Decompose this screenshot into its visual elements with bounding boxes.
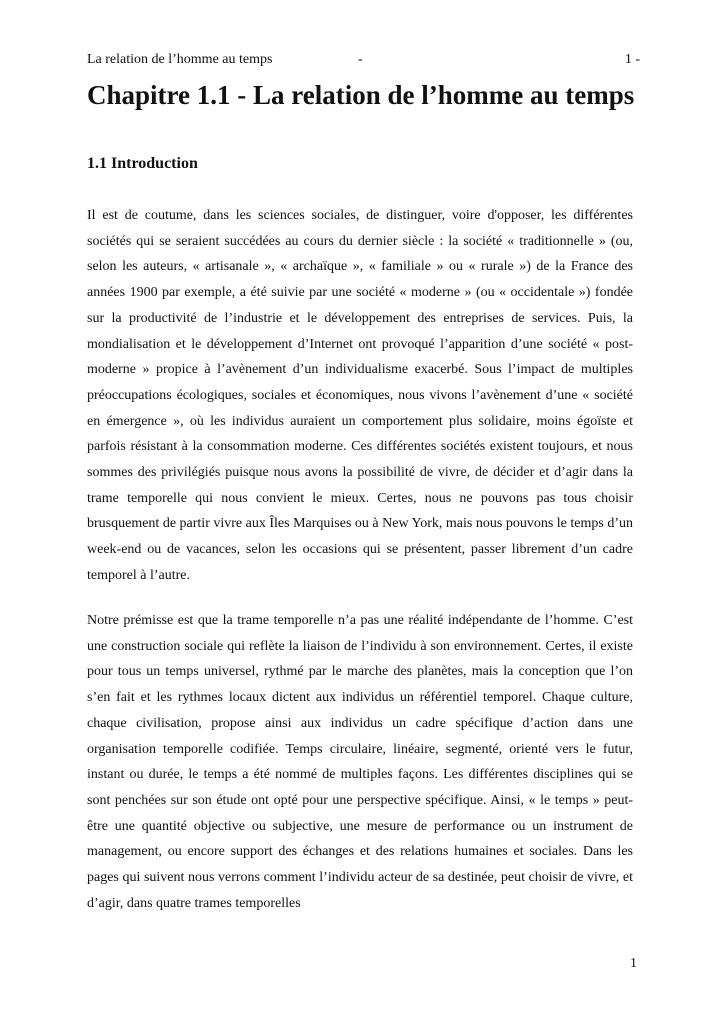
paragraph-1: Il est de coutume, dans les sciences sociales, de distinguer, voire d'opposer, les différentes sociétés qui se seraient succédées au cours du dernier siècle : la société « traditionnelle » (ou, selon les auteurs, « artisanale », « archaïque », « familiale » ou « rurale ») de la France des années 1900 par exemple, a été suivie par une société « moderne » (ou « occidentale ») fondée sur la productivité de l’industrie et le développement des entreprises de services. Puis, la mondialisation et le développement d’Internet ont provoqué l’apparition d’une société « post-moderne » propice à l’avènement d’un individualisme exacerbé. Sous l’impact de multiples préoccupations écologiques, sociales et économiques, nous vivons l’avènement d’une « société en émergence », où les individus auraient un comportement plus solidaire, moins égoïste et parfois résistant à la consommation moderne. Ces différentes sociétés existent toujours, et nous sommes des privilégiés puisque nous avons la possibilité de vivre, de décider et d’agir dans la trame temporelle qui nous convient le mieux. Certes, nous ne pouvons pas tous choisir brusquement de partir vivre aux Îles Marquises ou à New York, mais nous pouvons le temps d’un week-end ou de vacances, selon les occasions qui se présentent, passer librement d’un cadre temporel à l’autre. — [87, 208, 633, 583]
running-header-title: La relation de l’homme au temps — [87, 52, 273, 67]
section-heading: 1.1 Introduction — [87, 155, 198, 172]
page-number: 1 — [630, 956, 637, 971]
running-header — [87, 51, 640, 69]
running-header-separator: - — [358, 52, 363, 67]
chapter-title: Chapitre 1.1 - La relation de l’homme au temps — [87, 80, 635, 110]
running-header-page-marker: 1 - — [624, 52, 640, 67]
paragraph-2: Notre prémisse est que la trame temporelle n’a pas une réalité indépendante de l’homme. C’est une construction sociale qui reflète la liaison de l’individu à son environnement. Certes, il existe pour tous un temps universel, rythmé par le marche des planètes, mais la conception que l’on s’en fait et les rythmes locaux dictent aux individus un référentiel temporel. Chaque culture, chaque civilisation, propose ainsi aux individus un cadre spécifique d’action dans une organisation temporelle codifiée. Temps circulaire, linéaire, segmenté, orienté vers le futur, instant ou durée, le temps a été nommé de multiples façons. Les différentes disciplines qui se sont penchées sur son étude ont opté pour une perspective spécifique. Ainsi, « le temps » peut-être une quantité objective ou subjective, une mesure de performance ou un instrument de management, ou encore support des échanges et des relations humaines et sociales. Dans les pages qui suivent nous verrons comment l’individu acteur de sa destinée, peut choisir de vivre, et d’agir, dans quatre trames temporelles — [87, 613, 633, 911]
